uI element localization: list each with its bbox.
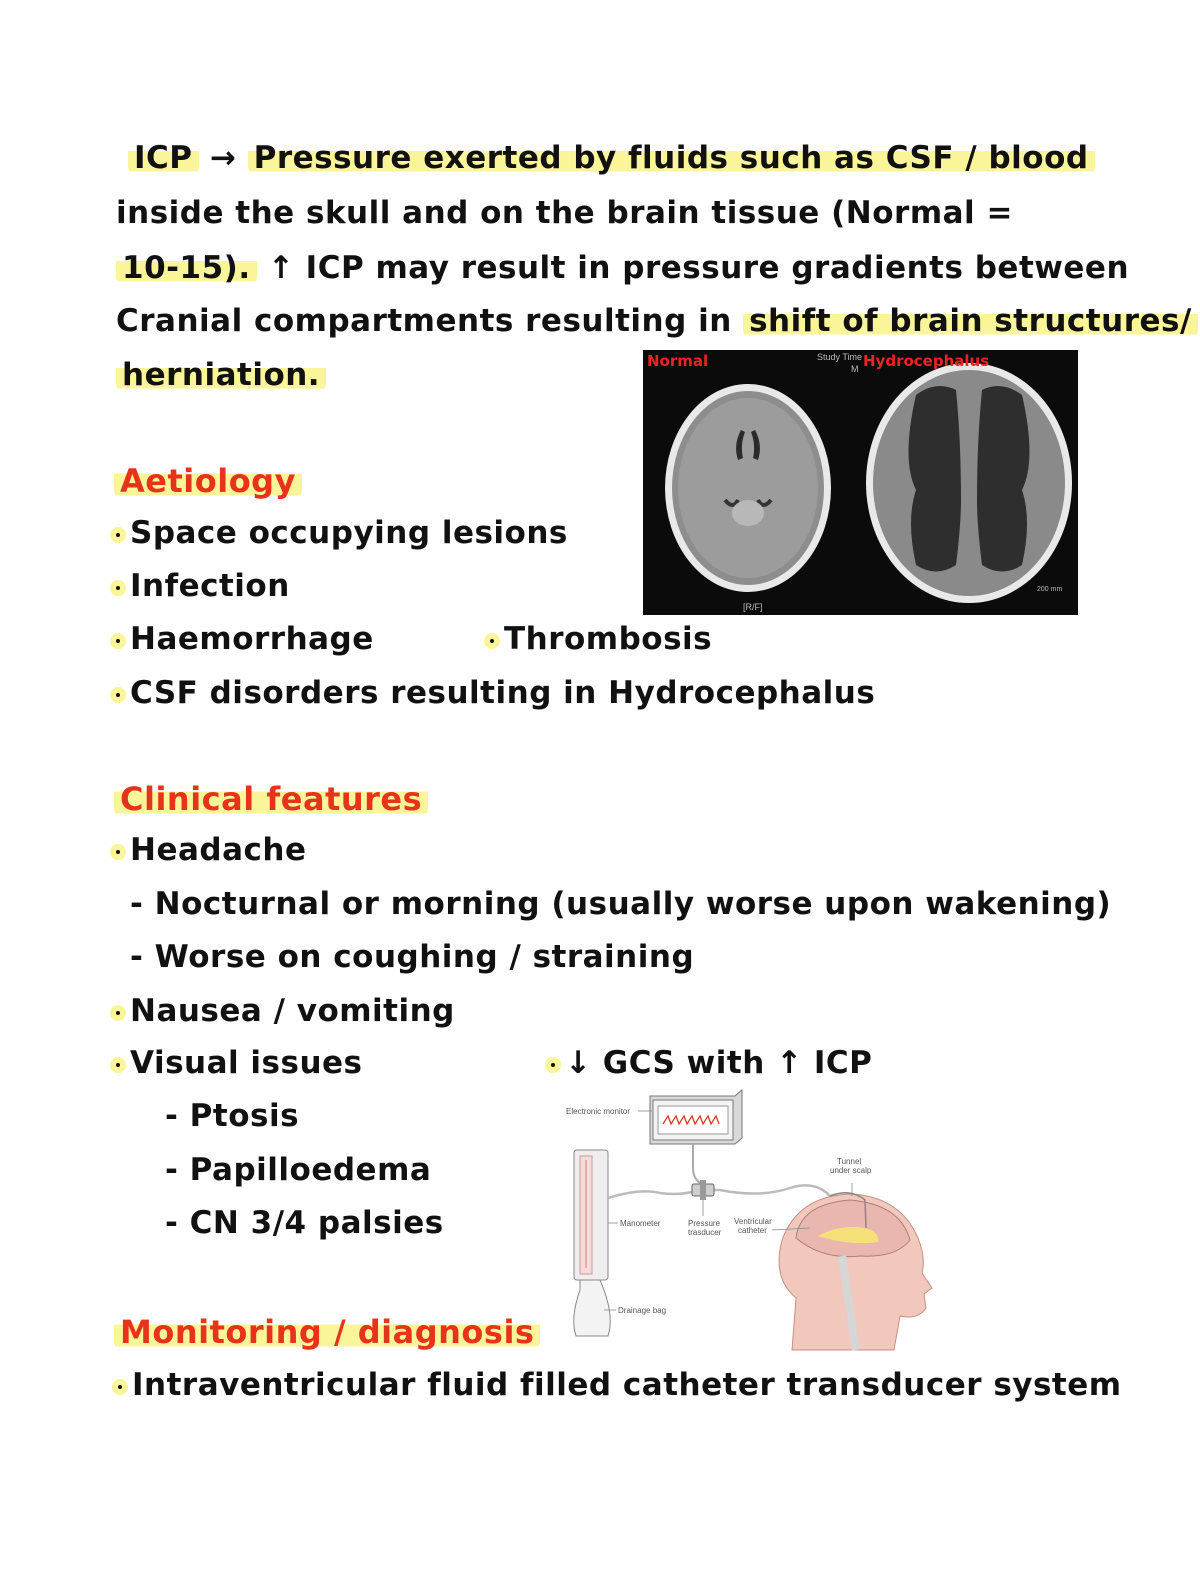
label-pressure-line-2: trasducer [688, 1228, 722, 1237]
label-tunnel-line-2: under scalp [830, 1166, 872, 1175]
bullet-icon [110, 1057, 126, 1073]
aetiology-item-5: CSF disorders resulting in Hydrocephalus [110, 675, 875, 711]
head-illustration [779, 1194, 932, 1350]
clinical-headache-sub-2: - Worse on coughing / straining [130, 939, 695, 975]
bullet-icon [110, 580, 126, 596]
ct-normal-image [643, 350, 861, 615]
aetiology-item-2: Infection [110, 568, 290, 604]
aetiology-item-4: Thrombosis [484, 621, 712, 657]
ct-label-hydrocephalus: Hydrocephalus [863, 352, 990, 370]
ct-label-normal: Normal [647, 352, 709, 370]
monitoring-item: Intraventricular fluid filled catheter transducer system [112, 1367, 1122, 1403]
bullet-icon [110, 527, 126, 543]
bullet-icon [112, 1379, 128, 1395]
intro-line-5 [116, 357, 326, 393]
clinical-visual-sub-2: - Papilloedema [165, 1152, 432, 1188]
bullet-icon [110, 633, 126, 649]
intro-line-2: inside the skull and on the brain tissue (Normal = [116, 195, 1013, 231]
ct-overlay-scale: 200 mm [1037, 586, 1063, 593]
normal-range: 10-15). [116, 250, 257, 286]
icp-definition: Pressure exerted by fluids such as CSF / blood [248, 140, 1095, 176]
pressure-transducer-device [692, 1180, 714, 1200]
electronic-monitor-device [650, 1090, 742, 1144]
intro-line-1 [128, 140, 1095, 176]
aetiology-heading: Aetiology [114, 462, 302, 500]
dash-icon: - [130, 939, 155, 975]
label-manometer: Manometer [620, 1219, 661, 1228]
label-ventricular-line-2: catheter [738, 1226, 767, 1235]
clinical-visual: Visual issues [110, 1045, 363, 1081]
bullet-icon [545, 1057, 561, 1073]
clinical-heading: Clinical features [114, 780, 428, 818]
herniation-highlight: herniation. [116, 357, 326, 393]
manometer-device [574, 1150, 608, 1280]
ct-normal-scan [643, 350, 861, 615]
label-electronic-monitor: Electronic monitor [566, 1107, 631, 1116]
dash-icon: - [165, 1152, 190, 1188]
arrow-right-icon: → [209, 140, 237, 176]
label-drainage-bag: Drainage bag [618, 1306, 667, 1315]
label-tunnel-line-1: Tunnel [837, 1157, 862, 1166]
clinical-nausea: Nausea / vomiting [110, 993, 455, 1029]
clinical-visual-sub-1: - Ptosis [165, 1098, 300, 1134]
intro-line-3: 10-15). ↑ ICP may result in pressure gradients between [116, 250, 1129, 286]
aetiology-item-3: Haemorrhage [110, 621, 374, 657]
clinical-visual-sub-3: - CN 3/4 palsies [165, 1205, 444, 1241]
clinical-gcs: ↓ GCS with ↑ ICP [545, 1045, 872, 1081]
bullet-icon [110, 1005, 126, 1021]
shift-highlight: shift of brain structures/ [743, 303, 1198, 339]
ct-overlay-bottom: [R/F] [743, 602, 763, 612]
aetiology-item-1: Space occupying lesions [110, 515, 568, 551]
ct-hydrocephalus-image [817, 350, 1078, 615]
icp-term: ICP [128, 140, 199, 176]
bullet-icon [484, 633, 500, 649]
drainage-bag [574, 1280, 611, 1336]
dash-icon: - [165, 1098, 190, 1134]
label-pressure-line-1: Pressure [688, 1219, 721, 1228]
ct-overlay-study: Study Time [817, 352, 863, 362]
icp-monitoring-diagram [560, 1088, 940, 1350]
label-ventricular-line-1: Ventricular [734, 1217, 772, 1226]
clinical-headache-sub-1: - Nocturnal or morning (usually worse upon wakening) [130, 886, 1112, 922]
ct-overlay-m: M [851, 364, 859, 374]
intro-line-4: Cranial compartments resulting in shift of brain structures/ [116, 303, 1198, 339]
ct-hydro-scan [861, 350, 1078, 615]
clinical-headache: Headache [110, 832, 306, 868]
monitoring-heading: Monitoring / diagnosis [114, 1313, 540, 1351]
bullet-icon [110, 687, 126, 703]
dash-icon: - [130, 886, 155, 922]
dash-icon: - [165, 1205, 190, 1241]
bullet-icon [110, 844, 126, 860]
